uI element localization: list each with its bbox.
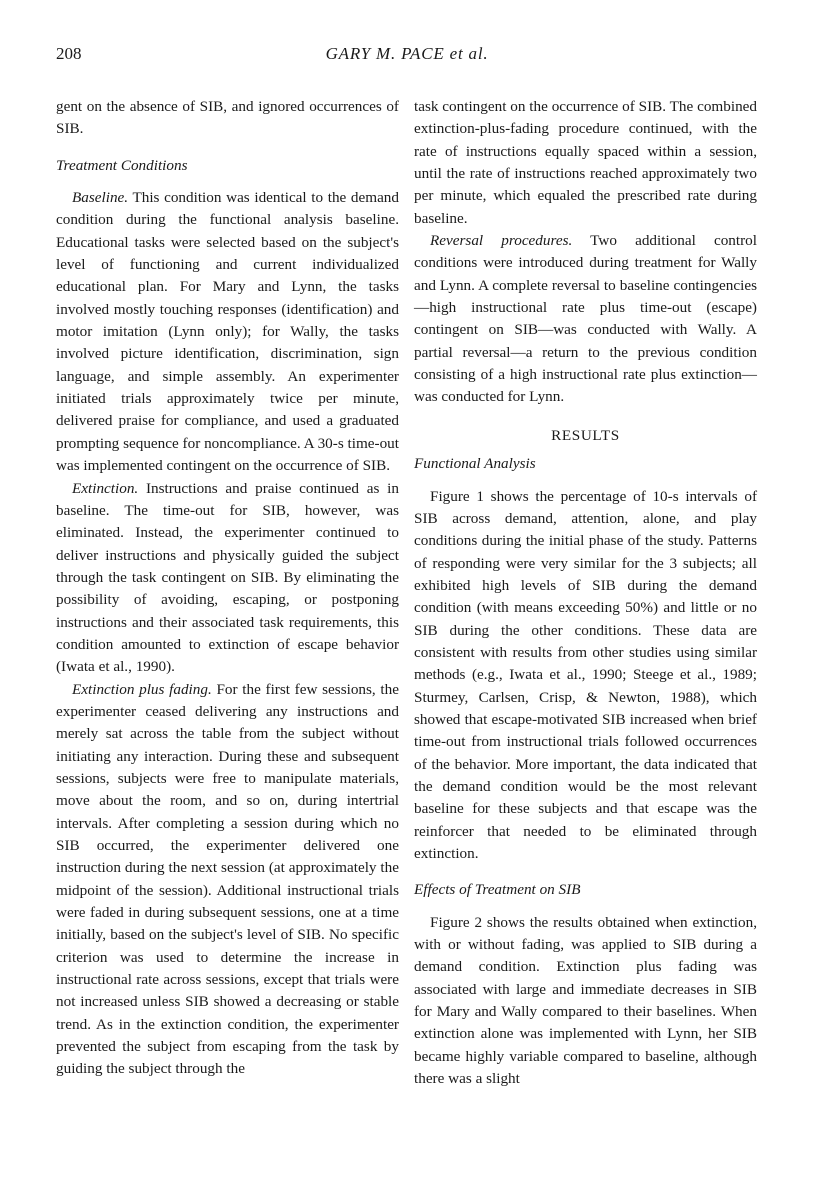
section-heading-results: RESULTS <box>551 426 620 444</box>
runin-extinction: Extinction. <box>72 479 139 497</box>
section-heading-treatment: Treatment Conditions <box>56 156 188 174</box>
page-number: 208 <box>56 44 82 63</box>
left-column <box>56 96 399 1081</box>
runin-baseline: Baseline. <box>72 189 129 207</box>
subheading-functional-analysis: Functional Analysis <box>414 455 536 473</box>
paragraph-extinction <box>56 478 399 679</box>
paragraph-functional-analysis: Figure 1 shows the percentage of 10-s intervals of SIB across demand, attention, alone, and play conditions during the initial phase of the study. Patterns of responding were very similar for the 3 subjects; all exhibited high levels of SIB during the demand condition (with means exceeding 50%) and little or no SIB during the other conditions. These data are consistent with results from other studies using similar methods (e.g., Iwata et al., 1990; Steege et al., 1989; Sturmey, Carlsen, Crisp, & Newton, 1988), which showed that escape-motivated SIB increased when brief time-out from instructional trials followed occurrences of the behavior. More important, the data indicated that the demand condition would be the most relevant baseline for these subjects and that escape was the reinforcer that needed to be eliminated through extinction. <box>414 487 757 862</box>
continued-paragraph: gent on the absence of SIB, and ignored occurrences of SIB. <box>56 98 399 138</box>
paragraph-reversal <box>414 230 757 409</box>
subheading-effects: Effects of Treatment on SIB <box>414 881 581 899</box>
page-header <box>56 44 758 74</box>
continued-paragraph-right: task contingent on the occurrence of SIB. The combined extinction-plus-fading procedure continued, with the rate of instructions equally spaced within a session, until the rate of instructions reached approximately two per minute, which equaled the prescribed rate during baseline. <box>414 98 757 227</box>
runin-reversal: Reversal procedures. <box>430 232 573 250</box>
running-head: GARY M. PACE et al. <box>325 44 489 63</box>
paragraph-fading <box>56 679 399 1081</box>
paragraph-baseline <box>56 187 399 477</box>
text-extinction: Instructions and praise continued as in baseline. The time-out for SIB, however, was eliminated. Instead, the experimenter continued to deliver instructions and physically guided the subject through the task contingent on SIB. By eliminating the possibility of avoiding, escaping, or postponing instructions and their associated task requirements, this condition amounted to extinction of escape behavior (Iwata et al., 1990). <box>56 479 399 676</box>
runin-fading: Extinction plus fading. <box>72 680 212 698</box>
text-baseline: This condition was identical to the demand condition during the functional analysis baseline. Educational tasks were selected based on the subject's level of functioning and current individualized educational plan. For Mary and Lynn, the tasks involved mostly touching responses (identification) and motor imitation (Lynn only); for Wally, the tasks involved picture identification, discrimination, sign language, and simple assembly. An experimenter initiated trials approximately twice per minute, delivered praise for compliance, and used a graduated prompting sequence for noncompliance. A 30-s time-out was implemented contingent on the occurrence of SIB. <box>56 189 399 475</box>
right-column <box>414 96 757 1090</box>
text-reversal: Two additional control conditions were introduced during treatment for Wally and Lynn. A complete reversal to baseline contingencies—high instructional rate plus time-out (escape) contingent on SIB—was conducted with Wally. A partial reversal—a return to the previous condition consisting of a high instructional rate plus extinction—was conducted for Lynn. <box>414 232 757 406</box>
text-fading: For the first few sessions, the experimenter ceased delivering any instructions and merely sat across the table from the subject without initiating any interaction. During these and subsequent sessions, subjects were free to manipulate materials, move about the room, and so on, during intertrial intervals. After completing a session during which no SIB occurred, the experimenter delivered one instruction during the next session (at approximately the midpoint of the session). Additional instructional trials were faded in during subsequent sessions, one at a time initially, based on the subject's level of SIB. No specific criterion was used to determine the increase in instructional rate across sessions, except that trials were not increased unless SIB showed a decreasing or stable trend. As in the extinction condition, the experimenter prevented the subject from escaping from the task by guiding the subject through the <box>56 680 399 1078</box>
paragraph-effects: Figure 2 shows the results obtained when extinction, with or without fading, was applied to SIB during a demand condition. Extinction plus fading was associated with large and immediate decreases in SIB for Mary and Wally compared to their baselines. When extinction alone was implemented with Lynn, her SIB became highly variable compared to baseline, although there was a slight <box>414 913 757 1088</box>
